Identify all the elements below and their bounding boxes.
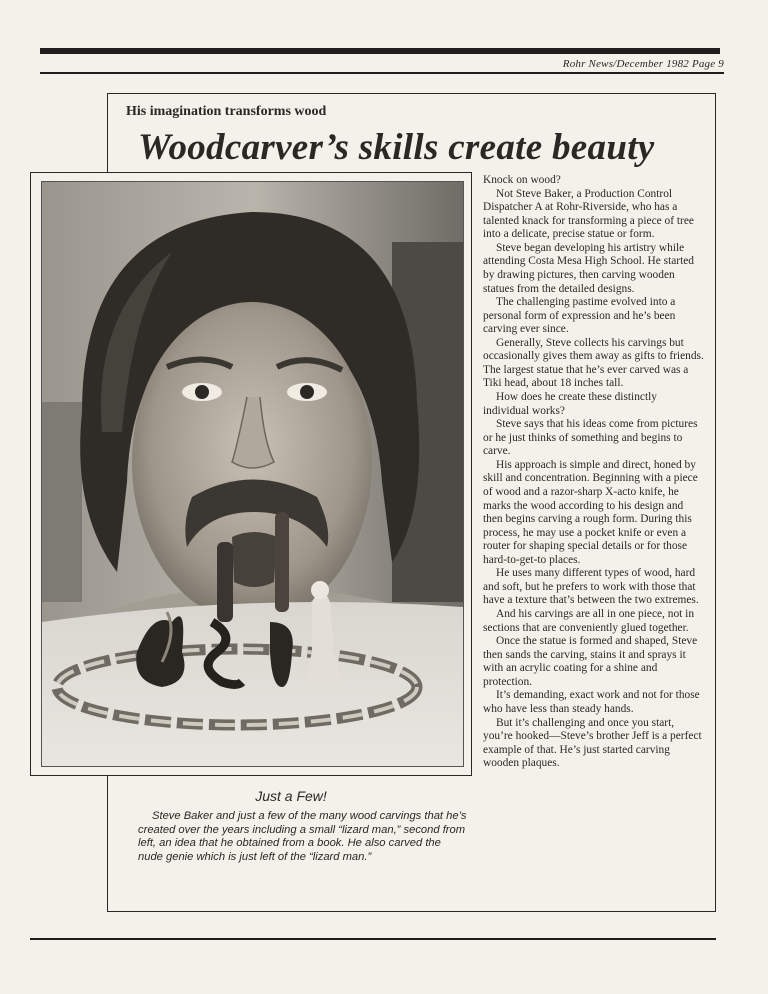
body-paragraph: And his carvings are all in one piece, not in sections that are conveniently glued together. bbox=[483, 608, 695, 634]
caption-title: Just a Few! bbox=[255, 788, 327, 804]
photo-illustration bbox=[42, 182, 463, 766]
article-body bbox=[483, 174, 705, 771]
body-paragraph: How does he create these distinctly individual works? bbox=[483, 391, 657, 417]
body-paragraph: He uses many different types of wood, hard and soft, but he prefers to work with those that have a texture that’s between the two extremes. bbox=[483, 567, 699, 607]
article-headline: Woodcarver’s skills create beauty bbox=[138, 127, 655, 168]
article-kicker: His imagination transforms wood bbox=[126, 104, 327, 119]
header-rule-thin bbox=[40, 72, 724, 74]
footer-rule bbox=[30, 938, 716, 940]
body-paragraph: But it’s challenging and once you start, you’re hooked—Steve’s brother Jeff is a perfect example of that. He’s just started carving wooden plaques. bbox=[483, 716, 702, 770]
body-paragraph: Steve says that his ideas come from pictures or he just thinks of something and begins to carve. bbox=[483, 418, 698, 458]
body-paragraph: The challenging pastime evolved into a personal form of expression and he’s been carving ever since. bbox=[483, 296, 676, 336]
body-paragraph: Steve began developing his artistry while attending Costa Mesa High School. He started by drawing pictures, then carving wooden statues from the detailed designs. bbox=[483, 241, 695, 295]
body-paragraph: Generally, Steve collects his carvings but occasionally gives them away as gifts to friends. The largest statue that he’s ever carved was a Tiki head, about 18 inches tall. bbox=[483, 336, 704, 390]
body-paragraph: Once the statue is formed and shaped, Steve then sands the carving, stains it and sprays it with an acrylic coating for a shine and protection. bbox=[483, 635, 698, 688]
page-folio: Rohr News/December 1982 Page 9 bbox=[562, 58, 724, 70]
body-paragraph: His approach is simple and direct, honed by skill and concentration. Beginning with a piece of wood and a razor-sharp X-acto knife, he marks the wood according to his design and then begins carving a rough form. During this process, he may use a pocket knife or even a router for shaping special details or for those hard-to-get-to places. bbox=[483, 458, 698, 566]
body-paragraph: It’s demanding, exact work and not for those who have less than steady hands. bbox=[483, 689, 700, 715]
body-paragraph: Knock on wood? bbox=[483, 174, 561, 186]
body-paragraph: Not Steve Baker, a Production Control Dispatcher A at Rohr-Riverside, who has a talented knack for transforming a piece of tree into a delicate, precise statue or form. bbox=[483, 187, 694, 241]
caption-text: Steve Baker and just a few of the many wood carvings that he’s created over the years including a small “lizard man,” second from left, an idea that he obtained from a book. He also carved the nude genie which is just left of the “lizard man.” bbox=[138, 810, 467, 863]
woodcarver-photo bbox=[41, 181, 464, 767]
header-rule-thick bbox=[40, 48, 720, 54]
